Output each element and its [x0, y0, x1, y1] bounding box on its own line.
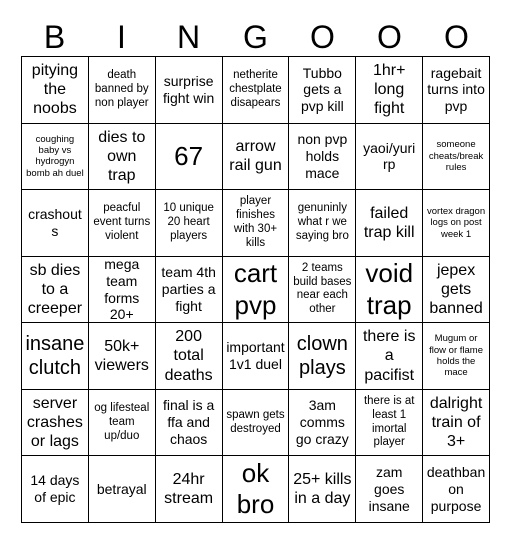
bingo-cell[interactable]: 14 days of epic — [22, 456, 89, 523]
header-letter-o3: O — [444, 19, 469, 55]
bingo-cell[interactable]: insane clutch — [22, 323, 89, 390]
bingo-cell[interactable]: betrayal — [89, 456, 156, 523]
bingo-cell[interactable]: someone cheats/break rules — [423, 124, 490, 191]
bingo-cell[interactable]: 1hr+ long fight — [356, 57, 423, 124]
bingo-cell[interactable]: peacful event turns violent — [89, 190, 156, 257]
header-letter-n: N — [176, 19, 201, 55]
bingo-cell[interactable]: genuninly what r we saying bro — [289, 190, 356, 257]
bingo-cell[interactable]: arrow rail gun — [223, 124, 290, 191]
bingo-cell[interactable]: non pvp holds mace — [289, 124, 356, 191]
bingo-cell[interactable]: yaoi/yuri rp — [356, 124, 423, 191]
header-letter-o1: O — [310, 19, 335, 55]
bingo-cell[interactable]: ragebait turns into pvp — [423, 57, 490, 124]
bingo-cell[interactable]: spawn gets destroyed — [223, 390, 290, 457]
bingo-cell[interactable]: deathban on purpose — [423, 456, 490, 523]
bingo-cell[interactable]: 2 teams build bases near each other — [289, 257, 356, 324]
bingo-cell[interactable]: important 1v1 duel — [223, 323, 290, 390]
bingo-cell[interactable]: netherite chestplate disapears — [223, 57, 290, 124]
bingo-cell[interactable]: 25+ kills in a day — [289, 456, 356, 523]
bingo-cell[interactable]: dies to own trap — [89, 124, 156, 191]
header-letter-g: G — [243, 19, 268, 55]
bingo-cell[interactable]: coughing baby vs hydrogyn bomb ah duel — [22, 124, 89, 191]
bingo-cell[interactable]: surprise fight win — [156, 57, 223, 124]
bingo-cell[interactable]: team 4th parties a fight — [156, 257, 223, 324]
header-letter-o2: O — [377, 19, 402, 55]
bingo-cell[interactable]: zam goes insane — [356, 456, 423, 523]
bingo-cell[interactable]: mega team forms 20+ — [89, 257, 156, 324]
bingo-cell[interactable]: 67 — [156, 124, 223, 191]
bingo-cell[interactable]: vortex dragon logs on post week 1 — [423, 190, 490, 257]
bingo-board — [21, 56, 490, 523]
bingo-cell[interactable]: 10 unique 20 heart players — [156, 190, 223, 257]
bingo-cell[interactable]: Tubbo gets a pvp kill — [289, 57, 356, 124]
bingo-cell[interactable]: player finishes with 30+ kills — [223, 190, 290, 257]
bingo-header — [21, 18, 490, 56]
bingo-cell[interactable]: failed trap kill — [356, 190, 423, 257]
bingo-cell[interactable]: server crashes or lags — [22, 390, 89, 457]
bingo-cell[interactable]: there is at least 1 imortal player — [356, 390, 423, 457]
bingo-cell[interactable]: clown plays — [289, 323, 356, 390]
bingo-cell[interactable]: 50k+ viewers — [89, 323, 156, 390]
bingo-cell[interactable]: void trap — [356, 257, 423, 324]
bingo-cell[interactable]: ok bro — [223, 456, 290, 523]
bingo-cell[interactable]: pitying the noobs — [22, 57, 89, 124]
bingo-cell[interactable]: dalright train of 3+ — [423, 390, 490, 457]
bingo-cell[interactable]: crashouts — [22, 190, 89, 257]
bingo-cell[interactable]: 24hr stream — [156, 456, 223, 523]
bingo-cell[interactable]: 3am comms go crazy — [289, 390, 356, 457]
bingo-cell[interactable]: final is a ffa and chaos — [156, 390, 223, 457]
bingo-cell[interactable]: 200 total deaths — [156, 323, 223, 390]
bingo-cell[interactable]: jepex gets banned — [423, 257, 490, 324]
bingo-cell[interactable]: Mugum or flow or flame holds the mace — [423, 323, 490, 390]
bingo-cell[interactable]: sb dies to a creeper — [22, 257, 89, 324]
header-letter-b: B — [43, 19, 66, 55]
bingo-cell[interactable]: cart pvp — [223, 257, 290, 324]
header-letter-i: I — [117, 19, 126, 55]
bingo-cell[interactable]: og lifesteal team up/duo — [89, 390, 156, 457]
bingo-cell[interactable]: there is a pacifist — [356, 323, 423, 390]
bingo-cell[interactable]: death banned by non player — [89, 57, 156, 124]
